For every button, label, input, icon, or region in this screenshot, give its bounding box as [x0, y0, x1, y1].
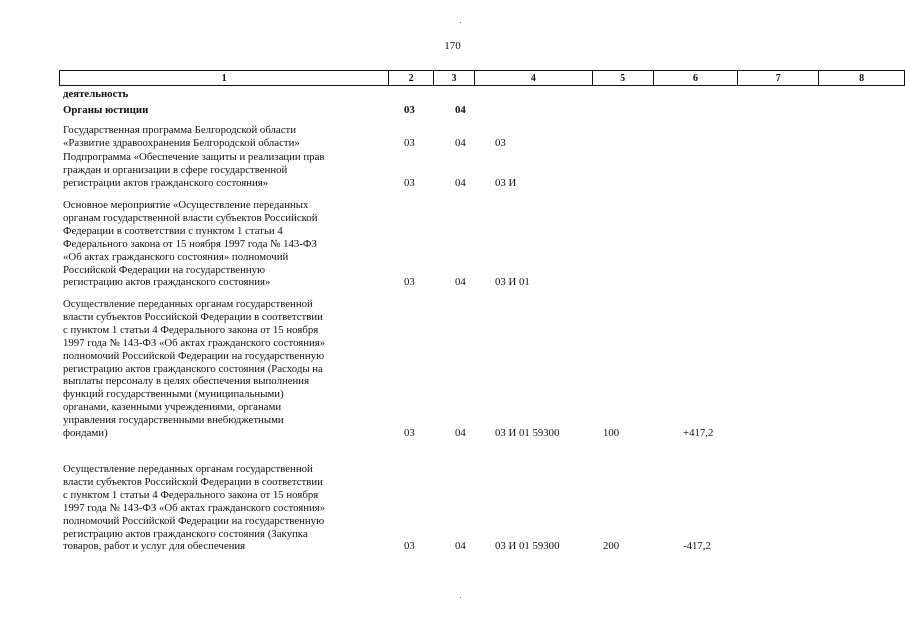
target-article-code: 03 И 01 [495, 276, 530, 289]
description-line: регистрацию актов гражданского состояния» [63, 276, 271, 289]
header-col-7: 7 [738, 71, 819, 86]
description-line: Осуществление переданных органам государственной [63, 463, 313, 475]
section-code: 03 [404, 540, 415, 553]
description-line: регистрацию актов гражданского состояния (Расходы на [63, 362, 323, 375]
scan-speck [460, 597, 461, 598]
section-code: 03 [404, 176, 415, 189]
header-col-5: 5 [592, 71, 653, 86]
section-code: 03 [404, 104, 415, 116]
row-description [63, 151, 381, 190]
header-col-3: 3 [434, 71, 475, 86]
description-line: регистрацию актов гражданского состояния (Закупка [63, 527, 308, 540]
description-line: с пунктом 1 статьи 4 Федерального закона от 15 ноября [63, 323, 319, 336]
row-description [63, 298, 381, 440]
description-line: «Об актах гражданского состояния» полномочий [63, 250, 289, 263]
expense-type-code: 200 [603, 540, 620, 553]
row-description [63, 463, 381, 553]
subsection-code: 04 [455, 176, 466, 189]
row-description [63, 124, 381, 150]
subsection-code: 04 [455, 104, 466, 116]
amount-change: +417,2 [683, 427, 714, 439]
description-line: органам государственной власти субъектов Российской [63, 211, 318, 224]
page-number: 170 [444, 40, 461, 52]
description-line: деятельность [63, 88, 129, 100]
section-code: 03 [404, 136, 415, 149]
header-col-8: 8 [819, 71, 905, 86]
row-description [63, 199, 381, 289]
description-line: Органы юстиции [63, 104, 149, 116]
row-description [63, 88, 381, 101]
description-line: Основное мероприятие «Осуществление переданных [63, 199, 309, 211]
row-description [63, 104, 381, 117]
header-col-1: 1 [60, 71, 389, 86]
description-line: 1997 года № 143-ФЗ «Об актах гражданского состояния» [63, 336, 326, 349]
subsection-code: 04 [455, 276, 466, 289]
description-line: товаров, работ и услуг для обеспечения [63, 540, 246, 553]
subsection-code: 04 [455, 540, 466, 553]
description-line: Российской Федерации на государственную [63, 263, 266, 276]
section-code: 03 [404, 427, 415, 439]
description-line: функций государственными (муниципальными) [63, 388, 284, 401]
header-col-4: 4 [474, 71, 592, 86]
target-article-code: 03 И [495, 176, 517, 189]
header-col-6: 6 [653, 71, 738, 86]
description-line: Федерального закона от 15 ноября 1997 года № 143-ФЗ [63, 237, 317, 250]
target-article-code: 03 [495, 136, 506, 149]
subsection-code: 04 [455, 427, 466, 439]
section-code: 03 [404, 276, 415, 289]
description-line: полномочий Российской Федерации на государственную [63, 349, 325, 362]
header-col-2: 2 [389, 71, 434, 86]
description-line: «Развитие здравоохранения Белгородской области» [63, 136, 300, 149]
description-line: граждан и организации в сфере государственной [63, 163, 288, 176]
amount-change: -417,2 [683, 540, 711, 553]
target-article-code: 03 И 01 59300 [495, 427, 560, 439]
column-header-row [60, 71, 905, 86]
column-header-table [59, 70, 905, 86]
description-line: полномочий Российской Федерации на государственную [63, 514, 325, 527]
subsection-code: 04 [455, 136, 466, 149]
description-line: управления государственными внебюджетными [63, 414, 284, 427]
description-line: власти субъектов Российской Федерации в соответствии [63, 310, 323, 323]
description-line: Осуществление переданных органам государственной [63, 298, 313, 310]
description-line: регистрации актов гражданского состояния» [63, 176, 269, 189]
target-article-code: 03 И 01 59300 [495, 540, 560, 553]
scan-speck [460, 22, 461, 23]
description-line: органами, казенными учреждениями, органами [63, 401, 282, 414]
description-line: с пунктом 1 статьи 4 Федерального закона от 15 ноября [63, 488, 319, 501]
description-line: выплаты персоналу в целях обеспечения выполнения [63, 375, 310, 388]
description-line: 1997 года № 143-ФЗ «Об актах гражданского состояния» [63, 501, 326, 514]
description-line: Федерации в соответствии с пунктом 1 статьи 4 [63, 224, 283, 237]
description-line: Подпрограмма «Обеспечение защиты и реализации прав [63, 151, 325, 163]
description-line: фондами) [63, 427, 108, 440]
description-line: Государственная программа Белгородской области [63, 124, 297, 136]
description-line: власти субъектов Российской Федерации в соответствии [63, 475, 323, 488]
expense-type-code: 100 [603, 427, 620, 439]
